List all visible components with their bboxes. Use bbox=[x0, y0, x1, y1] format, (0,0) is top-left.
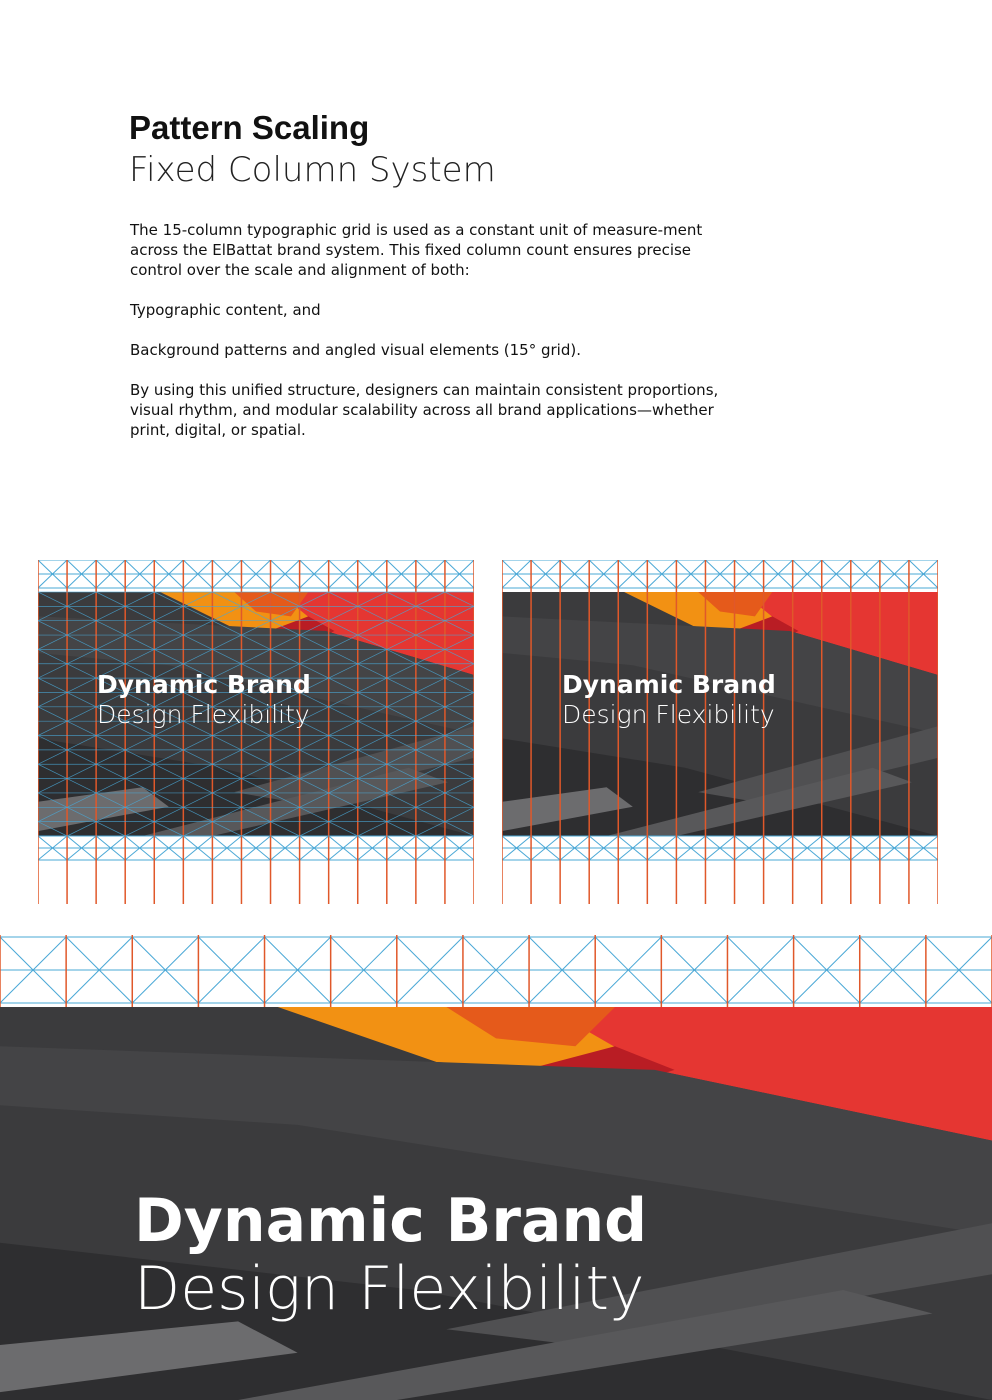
grid-band bbox=[0, 937, 992, 1003]
page-subtitle: Fixed Column System bbox=[129, 150, 496, 190]
grid-band bbox=[38, 836, 474, 860]
heading-line-2: Design Flexibility bbox=[562, 700, 775, 729]
panel-artwork bbox=[0, 935, 992, 1400]
grid-band bbox=[502, 560, 938, 588]
example-panel-large bbox=[0, 935, 992, 1400]
panel-artwork bbox=[38, 560, 474, 904]
paragraph: Background patterns and angled visual elements (15° grid). bbox=[130, 341, 581, 359]
example-panel-clean bbox=[502, 560, 938, 904]
paragraph: Typographic content, and bbox=[130, 301, 321, 319]
paragraph: The 15-column typographic grid is used as a constant unit of measure-ment across the ElBattat brand system. This fixed column count ensures precise control over the scale and alignment of both: bbox=[130, 221, 703, 279]
body-text bbox=[130, 220, 740, 460]
panel-heading bbox=[562, 670, 776, 730]
panel-heading bbox=[134, 1187, 647, 1323]
grid-band bbox=[38, 560, 474, 588]
example-panel-grid bbox=[38, 560, 474, 904]
page-header bbox=[129, 108, 496, 192]
heading-line-2: Design Flexibility bbox=[97, 700, 310, 729]
paragraph: By using this unified structure, designers can maintain consistent proportions, visual rhythm, and modular scalability across all brand applications—whether print, digital, or spatial. bbox=[130, 381, 719, 439]
panel-heading bbox=[97, 670, 311, 730]
heading-line-1: Dynamic Brand bbox=[562, 670, 776, 699]
column-lines bbox=[0, 935, 992, 1007]
panel-artwork bbox=[502, 560, 938, 904]
page-title: Pattern Scaling bbox=[129, 109, 370, 146]
heading-line-1: Dynamic Brand bbox=[134, 1186, 648, 1256]
grid-band bbox=[502, 836, 938, 860]
heading-line-2: Design Flexibility bbox=[134, 1254, 645, 1324]
heading-line-1: Dynamic Brand bbox=[97, 670, 311, 699]
